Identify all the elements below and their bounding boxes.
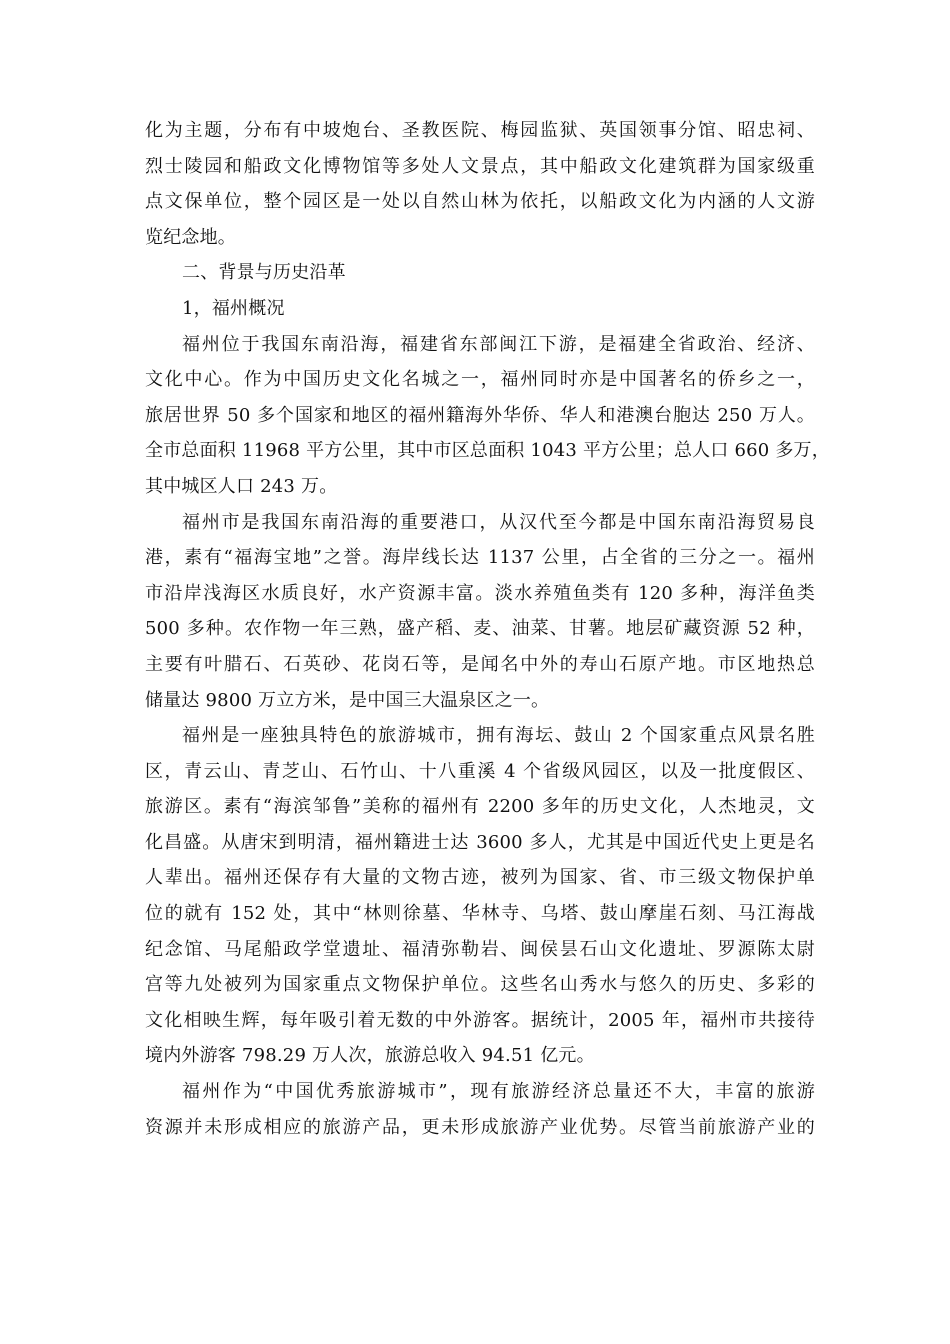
text-line: 旅游区。素有“海滨邹鲁”美称的福州有 2200 多年的历史文化，人杰地灵，文 — [145, 796, 815, 818]
subsection-heading: 1，福州概况 — [182, 297, 285, 319]
text-line: 化为主题，分布有中坡炮台、圣教医院、梅园监狱、英国领事分馆、昭忠祠、 — [145, 120, 815, 141]
text-line: 主要有叶腊石、石英砂、花岗石等，是闻名中外的寿山石原产地。市区地热总 — [145, 653, 815, 675]
text-line: 点文保单位，整个园区是一处以自然山林为依托，以船政文化为内涵的人文游 — [145, 191, 815, 213]
text-line: 福州是一座独具特色的旅游城市，拥有海坛、鼓山 2 个国家重点风景名胜 — [182, 725, 815, 747]
text-line: 市沿岸浅海区水质良好，水产资源丰富。淡水养殖鱼类有 120 多种，海洋鱼类 — [145, 582, 815, 604]
body-text — [145, 113, 830, 1145]
text-line: 览纪念地。 — [145, 226, 236, 248]
section-heading: 二、背景与历史沿革 — [182, 262, 346, 284]
text-line: 福州作为“中国优秀旅游城市”，现有旅游经济总量还不大，丰富的旅游 — [182, 1081, 815, 1103]
text-line: 人辈出。福州还保存有大量的文物古迹，被列为国家、省、市三级文物保护单 — [145, 867, 815, 889]
text-line: 境内外游客 798.29 万人次，旅游总收入 94.51 亿元。 — [145, 1045, 595, 1067]
text-line: 旅居世界 50 多个国家和地区的福州籍海外华侨、华人和港澳台胞达 250 万人。 — [145, 404, 815, 426]
text-line: 福州位于我国东南沿海，福建省东部闽江下游，是福建全省政治、经济、 — [182, 333, 815, 355]
text-line: 纪念馆、马尾船政学堂遗址、福清弥勒岩、闽侯昙石山文化遗址、罗源陈太尉 — [145, 938, 815, 960]
text-line: 文化中心。作为中国历史文化名城之一，福州同时亦是中国著名的侨乡之一， — [145, 369, 815, 391]
text-line: 区，青云山、青芝山、石竹山、十八重溪 4 个省级风园区，以及一批度假区、 — [145, 760, 815, 782]
text-line: 储量达 9800 万立方米，是中国三大温泉区之一。 — [145, 689, 550, 711]
text-line: 福州市是我国东南沿海的重要港口，从汉代至今都是中国东南沿海贸易良 — [182, 511, 815, 533]
text-line: 500 多种。农作物一年三熟，盛产稻、麦、油菜、甘薯。地层矿藏资源 52 种， — [145, 618, 815, 640]
text-line: 化昌盛。从唐宋到明清，福州籍进士达 3600 多人，尤其是中国近代史上更是名 — [145, 831, 815, 853]
text-line: 文化相映生辉，每年吸引着无数的中外游客。据统计，2005 年，福州市共接待 — [145, 1009, 815, 1031]
text-line: 宫等九处被列为国家重点文物保护单位。这些名山秀水与悠久的历史、多彩的 — [145, 974, 815, 996]
text-line: 港，素有“福海宝地”之誉。海岸线长达 1137 公里，占全省的三分之一。福州 — [145, 547, 815, 569]
text-line: 烈士陵园和船政文化博物馆等多处人文景点，其中船政文化建筑群为国家级重 — [145, 155, 815, 177]
text-line: 全市总面积 11968 平方公里，其中市区总面积 1043 平方公里；总人口 660 多万， — [145, 440, 830, 462]
text-line: 位的就有 152 处，其中“林则徐墓、华林寺、乌塔、鼓山摩崖石刻、马江海战 — [145, 903, 815, 925]
text-line: 资源并未形成相应的旅游产品，更未形成旅游产业优势。尽管当前旅游产业的 — [145, 1116, 815, 1138]
text-line: 其中城区人口 243 万。 — [145, 475, 338, 497]
